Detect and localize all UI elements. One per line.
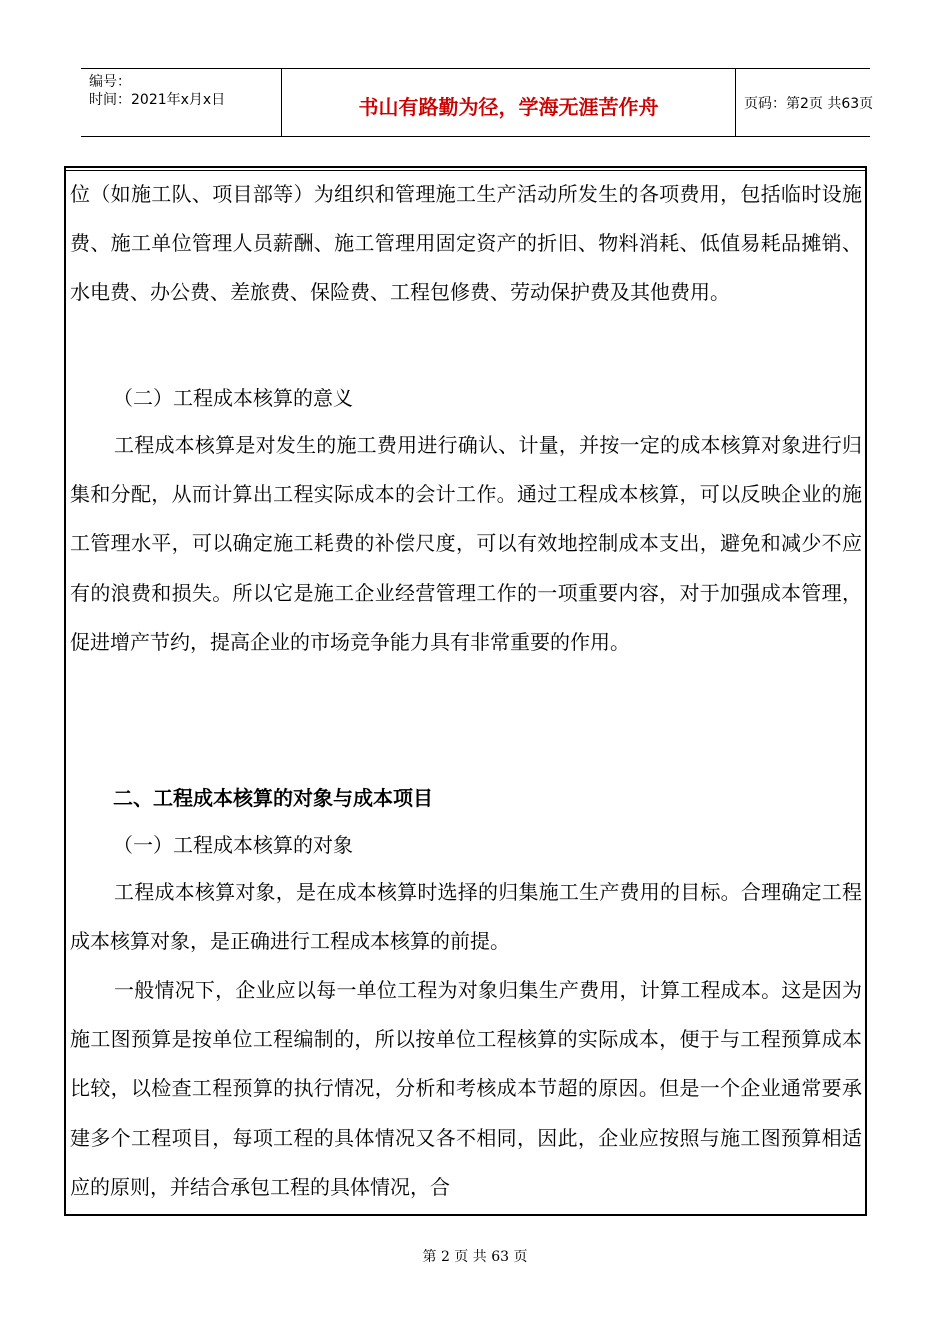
paragraph-expense-list: 位（如施工队、项目部等）为组织和管理施工生产活动所发生的各项费用，包括临时设施费、施工单位管理人员薪酬、施工管理用固定资产的折旧、物料消耗、低值易耗品摊销、水电费、办公费、差旅费、保险费、工程包修费、劳动保护费及其他费用。 bbox=[70, 182, 862, 305]
paragraph-general-case: 一般情况下，企业应以每一单位工程为对象归集生产费用，计算工程成本。这是因为施工图预算是按单位工程编制的，所以按单位工程核算的实际成本，便于与工程预算成本比较，以检查工程预算的执行情况，分析和考核成本节超的原因。但是一个企业通常要承建多个工程项目，每项工程的具体情况又各不相同，因此，企业应按照与施工图预算相适应的原则，并结合承包工程的具体情况，合 bbox=[70, 978, 862, 1199]
header-motto-cell bbox=[281, 69, 736, 136]
document-date-label: 时间：2021年x月x日 bbox=[89, 92, 226, 108]
subheading-significance: （二）工程成本核算的意义 bbox=[113, 386, 353, 410]
header-page-info: 页码：第2页 共63页 bbox=[744, 96, 874, 112]
paragraph-objects-definition: 工程成本核算对象，是在成本核算时选择的归集施工生产费用的目标。合理确定工程成本核算对象，是正确进行工程成本核算的前提。 bbox=[70, 880, 862, 954]
document-header bbox=[81, 68, 874, 137]
content-frame bbox=[64, 166, 867, 1216]
header-meta-cell bbox=[81, 69, 281, 136]
page-footer: 第 2 页 共 63 页 bbox=[422, 1249, 528, 1265]
section-heading-2: 二、工程成本核算的对象与成本项目 bbox=[113, 786, 433, 810]
header-page-cell bbox=[734, 69, 874, 136]
header-motto: 书山有路勤为径，学海无涯苦作舟 bbox=[358, 95, 659, 119]
document-number-label: 编号： bbox=[89, 74, 131, 90]
paragraph-significance: 工程成本核算是对发生的施工费用进行确认、计量，并按一定的成本核算对象进行归集和分配，从而计算出工程实际成本的会计工作。通过工程成本核算，可以反映企业的施工管理水平，可以确定施工耗费的补偿尺度，可以有效地控制成本支出，避免和减少不应有的浪费和损失。所以它是施工企业经营管理工作的一项重要内容，对于加强成本管理，促进增产节约，提高企业的市场竞争能力具有非常重要的作用。 bbox=[70, 433, 862, 654]
subheading-objects: （一）工程成本核算的对象 bbox=[113, 833, 353, 857]
